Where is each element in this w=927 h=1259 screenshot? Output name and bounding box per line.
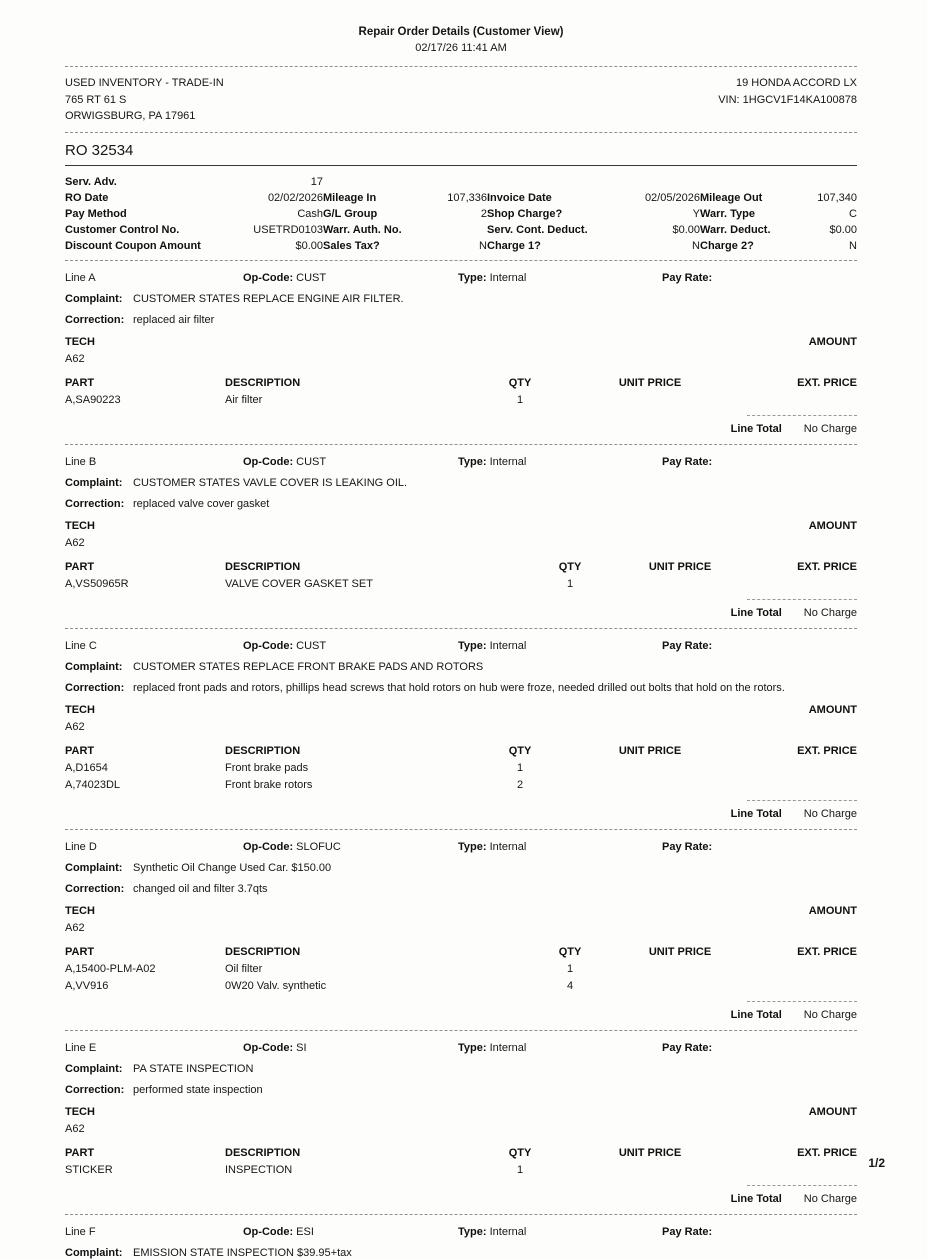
detail-value: N — [849, 239, 857, 252]
line-total-label: Line Total — [730, 422, 782, 435]
part-unit-price — [555, 779, 745, 791]
detail-label: Warr. Auth. No. — [323, 223, 402, 236]
type-value: Internal — [489, 1225, 527, 1238]
complaint-label: Complaint: — [65, 292, 123, 305]
complaint-text: CUSTOMER STATES VAVLE COVER IS LEAKING OIL. — [133, 476, 408, 489]
tech-value: A62 — [65, 352, 85, 365]
tech-value: A62 — [65, 1122, 85, 1135]
amount-label: AMOUNT — [808, 335, 857, 348]
line-total-block — [65, 1001, 857, 1021]
part-ext-price — [745, 394, 857, 406]
line-total-value: No Charge — [803, 807, 857, 820]
total-rule — [747, 800, 857, 801]
line-header — [65, 456, 857, 468]
repair-order-document — [65, 26, 857, 1259]
op-code-value: CUST — [296, 455, 327, 468]
tech-value: A62 — [65, 536, 85, 549]
correction-row — [65, 314, 857, 326]
part-row — [65, 980, 857, 992]
op-code — [243, 640, 458, 652]
complaint-row — [65, 1247, 857, 1259]
type-label: Type: — [458, 1225, 487, 1238]
line-total-label: Line Total — [730, 606, 782, 619]
pay-rate — [662, 1226, 857, 1238]
detail-label: Pay Method — [65, 207, 127, 220]
correction-label: Correction: — [65, 882, 125, 895]
page-title: Repair Order Details (Customer View) — [358, 26, 564, 38]
detail-label: RO Date — [65, 191, 109, 204]
type-label: Type: — [458, 271, 487, 284]
line-total-block — [65, 415, 857, 435]
line-header — [65, 640, 857, 652]
part-ext-price — [745, 1164, 857, 1176]
ro-details-table — [65, 174, 857, 254]
op-code-value: CUST — [296, 639, 327, 652]
op-code — [243, 456, 458, 468]
unit-price-col-header: UNIT PRICE — [648, 560, 712, 573]
pay-rate-label: Pay Rate: — [662, 1225, 713, 1238]
op-code — [243, 841, 458, 853]
part-qty: 4 — [566, 979, 574, 992]
detail-value: Y — [692, 207, 700, 220]
line-section-c — [65, 640, 857, 820]
detail-value: 2 — [480, 207, 487, 220]
page-indicator: 1/2 — [868, 1156, 885, 1170]
complaint-text: PA STATE INSPECTION — [133, 1062, 254, 1075]
complaint-text: Synthetic Oil Change Used Car. $150.00 — [133, 861, 332, 874]
type-value: Internal — [489, 1041, 527, 1054]
detail-label: Warr. Deduct. — [700, 223, 771, 236]
detail-row — [65, 238, 857, 254]
part-unit-price — [555, 394, 745, 406]
complaint-label: Complaint: — [65, 861, 123, 874]
parts-header — [65, 946, 857, 958]
part-ext-price — [755, 963, 857, 975]
detail-label: Mileage In — [323, 191, 377, 204]
ext-price-col-header: EXT. PRICE — [797, 376, 857, 389]
correction-text: replaced front pads and rotors, phillips head screws that hold rotors on hub were froze, needed drilled out bolts that hold on the rotors. — [133, 681, 785, 694]
line-total-block — [65, 1185, 857, 1205]
detail-value: 107,336 — [447, 191, 487, 204]
parts-header — [65, 561, 857, 573]
detail-value: $0.00 — [295, 239, 323, 252]
type-label: Type: — [458, 639, 487, 652]
amount-label: AMOUNT — [808, 703, 857, 716]
line-section-d — [65, 841, 857, 1021]
line-total-value: No Charge — [803, 422, 857, 435]
line-title: Line C — [65, 639, 97, 652]
part-row — [65, 578, 857, 590]
tech-label: TECH — [65, 1105, 95, 1118]
detail-value: USETRD0103 — [253, 223, 323, 236]
part-description: Oil filter — [225, 962, 263, 975]
correction-label: Correction: — [65, 313, 125, 326]
amount-label: AMOUNT — [808, 519, 857, 532]
unit-price-col-header: UNIT PRICE — [618, 1146, 682, 1159]
correction-text: replaced air filter — [133, 313, 215, 326]
qty-col-header: QTY — [558, 945, 582, 958]
unit-price-col-header: UNIT PRICE — [618, 376, 682, 389]
line-title: Line A — [65, 271, 96, 284]
line-header — [65, 1226, 857, 1238]
type-value: Internal — [489, 840, 527, 853]
line-total-block — [65, 800, 857, 820]
line-total-label: Line Total — [730, 1008, 782, 1021]
detail-value — [625, 174, 700, 190]
detail-label — [487, 174, 625, 190]
unit-price-col-header: UNIT PRICE — [648, 945, 712, 958]
parts-header — [65, 377, 857, 389]
customer-block — [65, 75, 224, 125]
detail-value: $0.00 — [829, 223, 857, 236]
part-number: A,15400-PLM-A02 — [65, 962, 156, 975]
complaint-row — [65, 862, 857, 874]
op-code — [243, 1226, 458, 1238]
section-divider — [65, 628, 857, 629]
vehicle-model: 19 HONDA ACCORD LX — [735, 77, 857, 89]
part-number: A,VS50965R — [65, 577, 129, 590]
detail-value — [415, 174, 487, 190]
complaint-text: EMISSION STATE INSPECTION $39.95+tax — [133, 1246, 352, 1259]
type-value: Internal — [489, 455, 527, 468]
detail-label: Charge 2? — [700, 239, 754, 252]
correction-label: Correction: — [65, 497, 125, 510]
divider — [65, 66, 857, 67]
part-description: Front brake rotors — [225, 778, 313, 791]
detail-row — [65, 190, 857, 206]
detail-value — [415, 222, 487, 238]
unit-price-col-header: UNIT PRICE — [618, 744, 682, 757]
type-label: Type: — [458, 1041, 487, 1054]
op-code-label: Op-Code: — [243, 1225, 294, 1238]
pay-rate — [662, 1042, 857, 1054]
op-code-label: Op-Code: — [243, 639, 294, 652]
part-col-header: PART — [65, 744, 95, 757]
complaint-row — [65, 293, 857, 305]
print-datetime: 02/17/26 11:41 AM — [415, 42, 507, 54]
detail-row — [65, 206, 857, 222]
detail-label: Mileage Out — [700, 191, 763, 204]
op-code-label: Op-Code: — [243, 271, 294, 284]
op-code-label: Op-Code: — [243, 455, 294, 468]
correction-text: replaced valve cover gasket — [133, 497, 270, 510]
correction-row — [65, 682, 857, 694]
op-code-label: Op-Code: — [243, 840, 294, 853]
part-description: 0W20 Valv. synthetic — [225, 979, 327, 992]
part-unit-price — [555, 1164, 745, 1176]
op-code-value: ESI — [296, 1225, 314, 1238]
part-number: A,74023DL — [65, 778, 121, 791]
correction-text: changed oil and filter 3.7qts — [133, 882, 268, 895]
tech-value: A62 — [65, 921, 85, 934]
detail-label: Serv. Adv. — [65, 175, 117, 188]
tech-value: A62 — [65, 720, 85, 733]
detail-label: Discount Coupon Amount — [65, 239, 201, 252]
line-section-e — [65, 1042, 857, 1205]
detail-value: Cash — [297, 207, 323, 220]
part-unit-price — [605, 963, 755, 975]
vehicle-vin: VIN: 1HGCV1F14KA100878 — [718, 93, 857, 106]
customer-address-line1: 765 RT 61 S — [65, 93, 127, 106]
qty-col-header: QTY — [508, 376, 532, 389]
divider — [65, 260, 857, 261]
detail-value: 02/05/2026 — [644, 191, 700, 204]
line-title: Line D — [65, 840, 97, 853]
detail-value: C — [849, 207, 857, 220]
complaint-row — [65, 661, 857, 673]
part-row — [65, 779, 857, 791]
part-number: A,VV916 — [65, 979, 109, 992]
part-qty: 1 — [516, 1163, 524, 1176]
part-col-header: PART — [65, 376, 95, 389]
qty-col-header: QTY — [558, 560, 582, 573]
line-type — [458, 640, 662, 652]
op-code-label: Op-Code: — [243, 1041, 294, 1054]
pay-rate — [662, 841, 857, 853]
detail-row — [65, 174, 857, 190]
pay-rate-label: Pay Rate: — [662, 1041, 713, 1054]
detail-label: Sales Tax? — [323, 239, 380, 252]
complaint-label: Complaint: — [65, 660, 123, 673]
ext-price-col-header: EXT. PRICE — [797, 560, 857, 573]
part-ext-price — [755, 578, 857, 590]
detail-label: Charge 1? — [487, 239, 541, 252]
total-rule — [747, 1185, 857, 1186]
description-col-header: DESCRIPTION — [225, 376, 301, 389]
tech-amount-header — [65, 905, 857, 917]
op-code-value: SLOFUC — [296, 840, 341, 853]
part-col-header: PART — [65, 560, 95, 573]
complaint-label: Complaint: — [65, 1062, 123, 1075]
part-qty: 1 — [516, 761, 524, 774]
tech-amount-header — [65, 520, 857, 532]
ext-price-col-header: EXT. PRICE — [797, 744, 857, 757]
line-type — [458, 1226, 662, 1238]
part-row — [65, 963, 857, 975]
pay-rate — [662, 272, 857, 284]
correction-row — [65, 883, 857, 895]
detail-label: G/L Group — [323, 207, 378, 220]
ext-price-col-header: EXT. PRICE — [797, 1146, 857, 1159]
type-value: Internal — [489, 639, 527, 652]
part-row — [65, 762, 857, 774]
detail-label: Warr. Type — [700, 207, 756, 220]
tech-label: TECH — [65, 335, 95, 348]
tech-label: TECH — [65, 904, 95, 917]
correction-text: performed state inspection — [133, 1083, 263, 1096]
line-total-row — [65, 1009, 857, 1021]
correction-row — [65, 1084, 857, 1096]
correction-label: Correction: — [65, 1083, 125, 1096]
detail-value — [795, 174, 857, 190]
tech-label: TECH — [65, 519, 95, 532]
total-rule — [747, 599, 857, 600]
part-description: Air filter — [225, 393, 263, 406]
op-code — [243, 272, 458, 284]
type-label: Type: — [458, 840, 487, 853]
complaint-text: CUSTOMER STATES REPLACE FRONT BRAKE PADS AND ROTORS — [133, 660, 484, 673]
op-code-value: CUST — [296, 271, 327, 284]
line-total-row — [65, 423, 857, 435]
total-rule — [747, 415, 857, 416]
detail-label: Customer Control No. — [65, 223, 180, 236]
line-total-value: No Charge — [803, 1008, 857, 1021]
part-row — [65, 1164, 857, 1176]
line-title: Line B — [65, 455, 97, 468]
line-total-block — [65, 599, 857, 619]
part-qty: 2 — [516, 778, 524, 791]
section-divider — [65, 1030, 857, 1031]
part-description: INSPECTION — [225, 1163, 293, 1176]
amount-label: AMOUNT — [808, 904, 857, 917]
line-total-row — [65, 1193, 857, 1205]
complaint-row — [65, 1063, 857, 1075]
qty-col-header: QTY — [508, 1146, 532, 1159]
description-col-header: DESCRIPTION — [225, 560, 301, 573]
description-col-header: DESCRIPTION — [225, 945, 301, 958]
part-unit-price — [605, 578, 755, 590]
vehicle-block — [718, 75, 857, 125]
line-header — [65, 272, 857, 284]
detail-label: Shop Charge? — [487, 207, 563, 220]
part-col-header: PART — [65, 945, 95, 958]
pay-rate — [662, 456, 857, 468]
qty-col-header: QTY — [508, 744, 532, 757]
complaint-text: CUSTOMER STATES REPLACE ENGINE AIR FILTER. — [133, 292, 404, 305]
tech-label: TECH — [65, 703, 95, 716]
detail-value: 02/02/2026 — [267, 191, 323, 204]
op-code — [243, 1042, 458, 1054]
detail-value: $0.00 — [672, 223, 700, 236]
line-title: Line E — [65, 1041, 97, 1054]
detail-label: Invoice Date — [487, 191, 552, 204]
section-divider — [65, 829, 857, 830]
ext-price-col-header: EXT. PRICE — [797, 945, 857, 958]
part-unit-price — [555, 762, 745, 774]
detail-value: N — [692, 239, 700, 252]
part-description: VALVE COVER GASKET SET — [225, 577, 373, 590]
line-section-f — [65, 1226, 857, 1259]
line-type — [458, 1042, 662, 1054]
amount-label: AMOUNT — [808, 1105, 857, 1118]
part-description: Front brake pads — [225, 761, 309, 774]
tech-amount-header — [65, 336, 857, 348]
detail-row — [65, 222, 857, 238]
line-section-a — [65, 272, 857, 435]
part-number: A,SA90223 — [65, 393, 121, 406]
complaint-label: Complaint: — [65, 476, 123, 489]
line-total-label: Line Total — [730, 1192, 782, 1205]
customer-name: USED INVENTORY - TRADE-IN — [65, 77, 224, 89]
detail-label: Serv. Cont. Deduct. — [487, 223, 588, 236]
detail-value: N — [479, 239, 487, 252]
part-col-header: PART — [65, 1146, 95, 1159]
line-total-label: Line Total — [730, 807, 782, 820]
part-ext-price — [745, 779, 857, 791]
divider — [65, 132, 857, 133]
line-type — [458, 272, 662, 284]
detail-value: 17 — [310, 175, 323, 188]
customer-address-line2: ORWIGSBURG, PA 17961 — [65, 110, 196, 122]
pay-rate-label: Pay Rate: — [662, 840, 713, 853]
part-number: A,D1654 — [65, 761, 108, 774]
parts-header — [65, 1147, 857, 1159]
correction-row — [65, 498, 857, 510]
pay-rate-label: Pay Rate: — [662, 455, 713, 468]
part-unit-price — [605, 980, 755, 992]
tech-amount-header — [65, 704, 857, 716]
line-type — [458, 841, 662, 853]
tech-amount-header — [65, 1106, 857, 1118]
type-value: Internal — [489, 271, 527, 284]
party-block — [65, 75, 857, 125]
parts-header — [65, 745, 857, 757]
part-qty: 1 — [566, 962, 574, 975]
part-number: STICKER — [65, 1163, 113, 1176]
line-total-value: No Charge — [803, 1192, 857, 1205]
part-row — [65, 394, 857, 406]
description-col-header: DESCRIPTION — [225, 744, 301, 757]
line-header — [65, 1042, 857, 1054]
line-section-b — [65, 456, 857, 619]
pay-rate-label: Pay Rate: — [662, 271, 713, 284]
line-header — [65, 841, 857, 853]
correction-label: Correction: — [65, 681, 125, 694]
line-type — [458, 456, 662, 468]
line-title: Line F — [65, 1225, 96, 1238]
line-total-row — [65, 607, 857, 619]
section-divider — [65, 1214, 857, 1215]
description-col-header: DESCRIPTION — [225, 1146, 301, 1159]
ro-number: RO 32534 — [65, 142, 857, 166]
line-total-row — [65, 808, 857, 820]
part-ext-price — [745, 762, 857, 774]
pay-rate-label: Pay Rate: — [662, 639, 713, 652]
op-code-value: SI — [296, 1041, 307, 1054]
pay-rate — [662, 640, 857, 652]
line-total-value: No Charge — [803, 606, 857, 619]
type-label: Type: — [458, 455, 487, 468]
part-ext-price — [755, 980, 857, 992]
total-rule — [747, 1001, 857, 1002]
part-qty: 1 — [566, 577, 574, 590]
complaint-label: Complaint: — [65, 1246, 123, 1259]
complaint-row — [65, 477, 857, 489]
detail-label — [700, 174, 795, 190]
detail-value: 107,340 — [817, 191, 857, 204]
section-divider — [65, 444, 857, 445]
part-qty: 1 — [516, 393, 524, 406]
detail-label — [323, 174, 415, 190]
